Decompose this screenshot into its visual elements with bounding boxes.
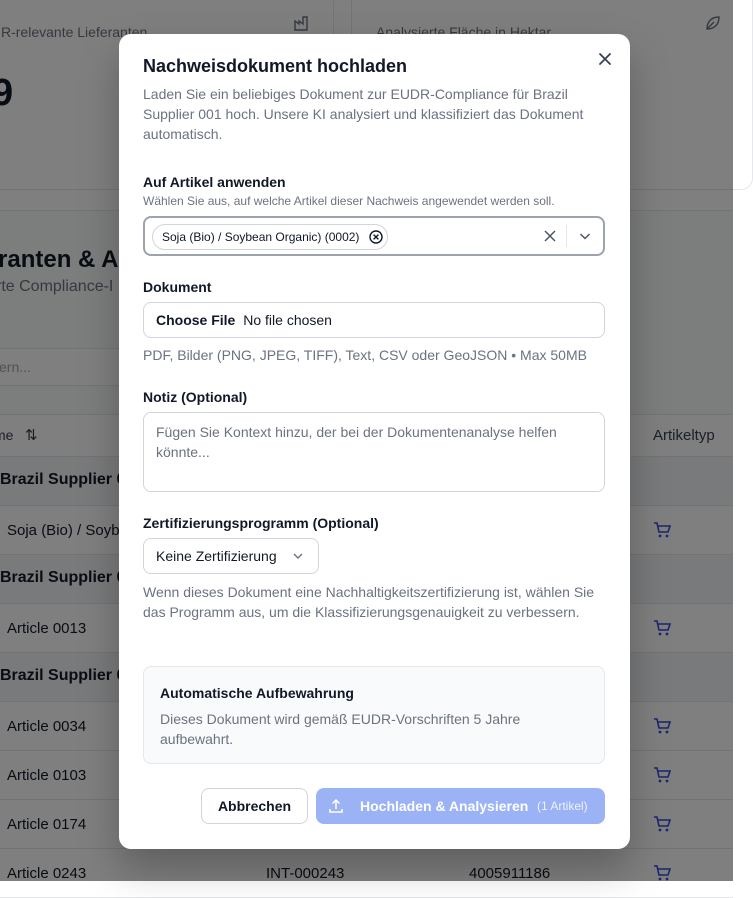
upload-analyze-button[interactable] [316,788,605,824]
certification-select[interactable] [143,538,319,574]
file-type-hint: PDF, Bilder (PNG, JPEG, TIFF), Text, CSV oder GeoJSON • Max 50MB [143,347,587,363]
upload-button-label: Hochladen & Analysieren [360,798,529,814]
retention-text: Dieses Dokument wird gemäß EUDR-Vorschriften 5 Jahre aufbewahrt. [160,711,521,747]
file-status: No file chosen [243,312,332,328]
dialog-title: Nachweisdokument hochladen [143,56,408,76]
remove-chip-icon[interactable] [369,230,383,244]
note-label: Notiz (Optional) [143,389,248,405]
chevron-down-icon [292,550,304,562]
retention-info-box [143,666,605,764]
retention-title: Automatische Aufbewahrung [160,685,354,701]
certification-hint: Wenn dieses Dokument eine Nachhaltigkeitszertifizierung ist, wählen Sie das Programm aus, um die Klassifizierungsgenauigkeit zu verbessern. [143,584,595,620]
articles-label: Auf Artikel anwenden [143,174,286,190]
choose-file-button[interactable]: Choose File [156,312,236,328]
clear-selection-icon[interactable] [543,229,557,243]
divider [566,225,567,247]
certification-value: Keine Zertifizierung [156,548,277,564]
upload-article-count: (1 Artikel) [537,799,588,813]
chevron-down-icon[interactable] [578,229,592,243]
document-label: Dokument [143,279,212,295]
selected-article-chip [152,224,388,250]
certification-label: Zertifizierungsprogramm (Optional) [143,515,379,531]
articles-hint: Wählen Sie aus, auf welche Artikel dieser Nachweis angewendet werden soll. [143,194,555,208]
articles-multiselect[interactable] [143,216,605,256]
upload-dialog [119,34,630,849]
file-input[interactable] [143,302,605,338]
chip-label: Soja (Bio) / Soybean Organic) (0002) [162,230,360,244]
cancel-button[interactable]: Abbrechen [201,788,308,824]
note-textarea[interactable]: Fügen Sie Kontext hinzu, der bei der Dokumentenanalyse helfen könnte... [143,412,605,492]
dialog-description: Laden Sie ein beliebiges Dokument zur EUDR-Compliance für Brazil Supplier 001 hoch. Unsere KI analysiert und klassifiziert das Dokument automatisch. [143,86,584,142]
close-icon[interactable] [596,50,614,68]
upload-icon [328,798,344,814]
